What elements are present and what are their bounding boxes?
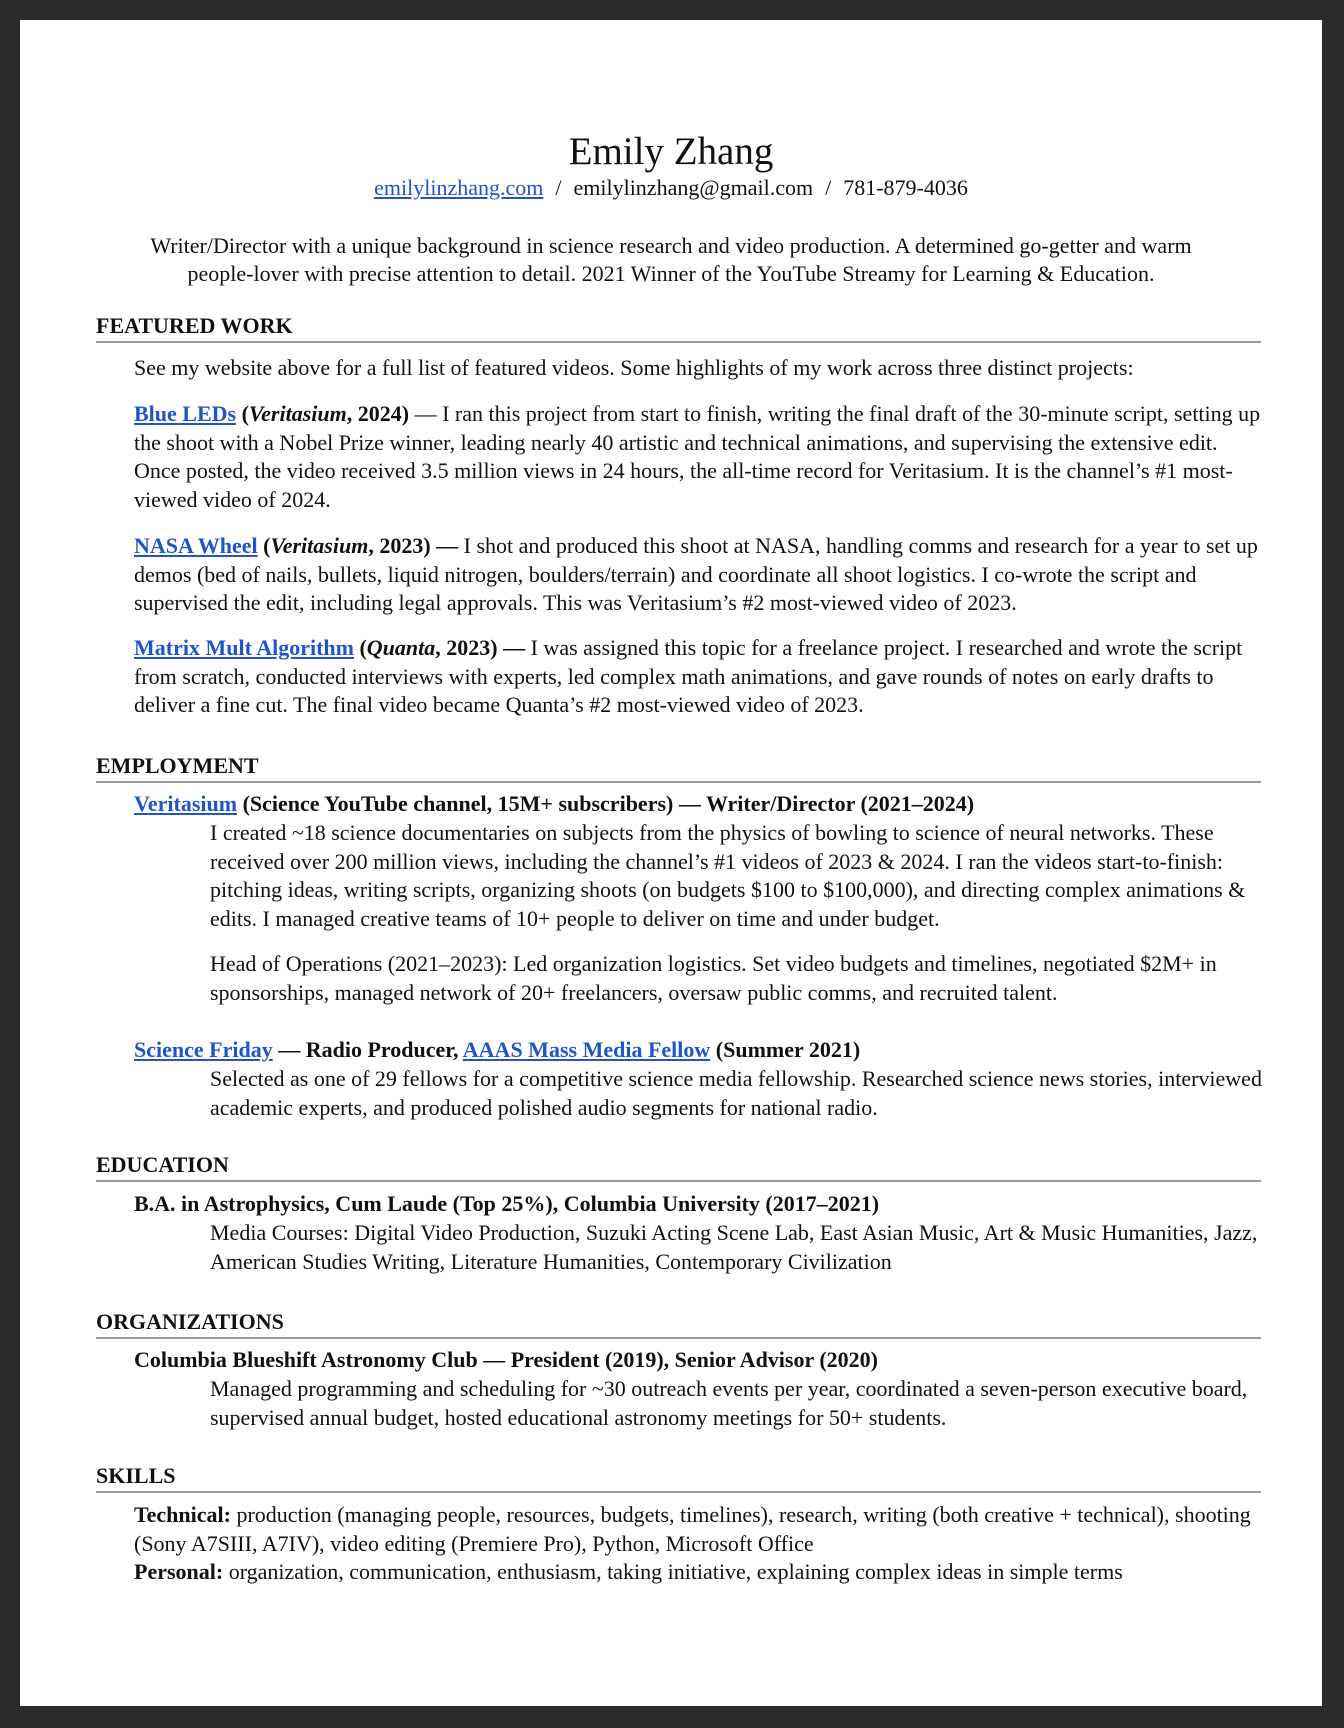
job-veritasium-desc (210, 819, 1270, 933)
featured-item-matrix-mult (134, 634, 1269, 720)
aaas-fellow-link[interactable]: AAAS Mass Media Fellow (462, 1037, 711, 1062)
skills-technical-label: Technical: (134, 1502, 231, 1527)
job-veritasium-title (134, 790, 1269, 819)
skills-personal (134, 1558, 1269, 1587)
phone-text: 781-879-4036 (843, 175, 968, 200)
job-science-friday-desc (210, 1065, 1270, 1122)
year-text: , 2023) — (435, 635, 526, 660)
job-title-line (134, 1036, 1269, 1065)
featured-item-nasa-wheel (134, 532, 1269, 618)
job-title-line (134, 790, 1269, 819)
paren-open: ( (236, 401, 249, 426)
outlet-name: Veritasium (270, 533, 369, 558)
year-text: , 2024) (346, 401, 410, 426)
section-heading-featured-work: FEATURED WORK (96, 312, 1261, 343)
skills-technical (134, 1501, 1269, 1558)
featured-item-blue-leds (134, 400, 1269, 514)
matrix-mult-link[interactable]: Matrix Mult Algorithm (134, 635, 354, 660)
job-dates: (Summer 2021) (710, 1037, 861, 1062)
outlet-name: Quanta (366, 635, 436, 660)
skills-technical-text: production (managing people, resources, budgets, timelines), research, writing (both creative + technical), shooting (Sony A7SIII, A7IV), video editing (Premiere Pro), Python, Microsoft Office (134, 1502, 1251, 1556)
job-description: Head of Operations (2021–2023): Led organization logistics. Set video budgets and timelines, negotiated $2M+ in sponsorships, managed network of 20+ freelancers, oversaw public comms, and recruited talent. (210, 951, 1217, 1005)
candidate-name: Emily Zhang (568, 130, 774, 173)
featured-intro-text: See my website above for a full list of featured videos. Some highlights of my work across three distinct projects: (134, 355, 1134, 380)
outlet-name: Veritasium (248, 401, 347, 426)
nasa-wheel-link[interactable]: NASA Wheel (134, 533, 258, 558)
science-friday-link[interactable]: Science Friday (134, 1037, 273, 1062)
website-link[interactable]: emilylinzhang.com (374, 175, 544, 200)
contact-line (20, 174, 1322, 202)
section-heading-skills: SKILLS (96, 1462, 1261, 1493)
featured-item-text (134, 634, 1269, 720)
featured-item-desc: I was assigned this topic for a freelance project. I researched and wrote the script from scratch, conducted interviews with experts, led complex math animations, and gave rounds of notes on early drafts to deliver a fine cut. The final video became Quanta’s #2 most-viewed video of 2023. (134, 635, 1243, 717)
org-title-text: Columbia Blueshift Astronomy Club — President (2019), Senior Advisor (2020) (134, 1347, 878, 1372)
featured-item-desc: — I ran this project from start to finish, writing the final draft of the 30-minute script, setting up the shoot with a Nobel Prize winner, leading nearly 40 artistic and technical animations, and supervising the extensive edit. Once posted, the video received 3.5 million views in 24 hours, the all-time record for Veritasium. It is the channel’s #1 most-viewed video of 2024. (134, 401, 1261, 512)
summary-paragraph: Writer/Director with a unique background in science research and video production. A determined go-getter and warm people-lover with precise attention to detail. 2021 Winner of the YouTube Streamy for Learning & Education. (150, 233, 1192, 286)
contact-separator: / (555, 175, 562, 200)
job-veritasium-ops (210, 950, 1270, 1007)
education-courses (210, 1219, 1270, 1276)
job-description: Selected as one of 29 fellows for a competitive science media fellowship. Researched science news stories, interviewed academic experts, and produced polished audio segments for national radio. (210, 1066, 1262, 1120)
email-text: emilylinzhang@gmail.com (573, 175, 814, 200)
job-role: — Radio Producer, (272, 1037, 463, 1062)
degree-text: B.A. in Astrophysics, Cum Laude (Top 25%), Columbia University (2017–2021) (134, 1191, 880, 1216)
skills-personal-label: Personal: (134, 1559, 224, 1584)
section-heading-employment: EMPLOYMENT (96, 752, 1261, 783)
veritasium-link[interactable]: Veritasium (134, 791, 238, 816)
paren-open: ( (257, 533, 271, 558)
blue-leds-link[interactable]: Blue LEDs (134, 401, 237, 426)
skills-personal-text: organization, communication, enthusiasm, taking initiative, explaining complex ideas in simple terms (223, 1559, 1123, 1584)
featured-intro (134, 354, 1269, 383)
org-title (134, 1346, 1269, 1375)
job-science-friday-title (134, 1036, 1269, 1065)
featured-item-desc: I shot and produced this shoot at NASA, handling comms and research for a year to set up demos (bed of nails, bullets, liquid nitrogen, boulders/terrain) and coordinate all shoot logistics. I co-wrote the script and supervised the edit, including legal approvals. This was Veritasium’s #2 most-viewed video of 2023. (134, 533, 1258, 615)
section-heading-education: EDUCATION (96, 1151, 1261, 1182)
year-text: , 2023) — (368, 533, 459, 558)
featured-item-text (134, 400, 1269, 514)
education-degree (134, 1190, 1269, 1219)
org-description (210, 1375, 1270, 1432)
resume-page (20, 20, 1322, 1706)
job-description: I created ~18 science documentaries on subjects from the physics of bowling to science of neural networks. These received over 200 million views, including the channel’s #1 videos of 2023 & 2024. I ran the videos start-to-finish: pitching ideas, writing scripts, organizing shoots (on budgets $100 to $100,000), and directing complex animations & edits. I managed creative teams of 10+ people to deliver on time and under budget. (210, 820, 1246, 931)
org-description-text: Managed programming and scheduling for ~30 outreach events per year, coordinated a seven-person executive board, supervised annual budget, hosted educational astronomy meetings for 50+ students. (210, 1376, 1248, 1430)
section-heading-organizations: ORGANIZATIONS (96, 1308, 1261, 1339)
contact-separator: / (825, 175, 832, 200)
featured-item-text (134, 532, 1269, 618)
courses-text: Media Courses: Digital Video Production, Suzuki Acting Scene Lab, East Asian Music, Art & Music Humanities, Jazz, American Studies Writing, Literature Humanities, Contemporary Civilization (210, 1220, 1258, 1274)
job-role: (Science YouTube channel, 15M+ subscribers) — Writer/Director (2021–2024) (237, 791, 975, 816)
paren-open: ( (353, 635, 367, 660)
